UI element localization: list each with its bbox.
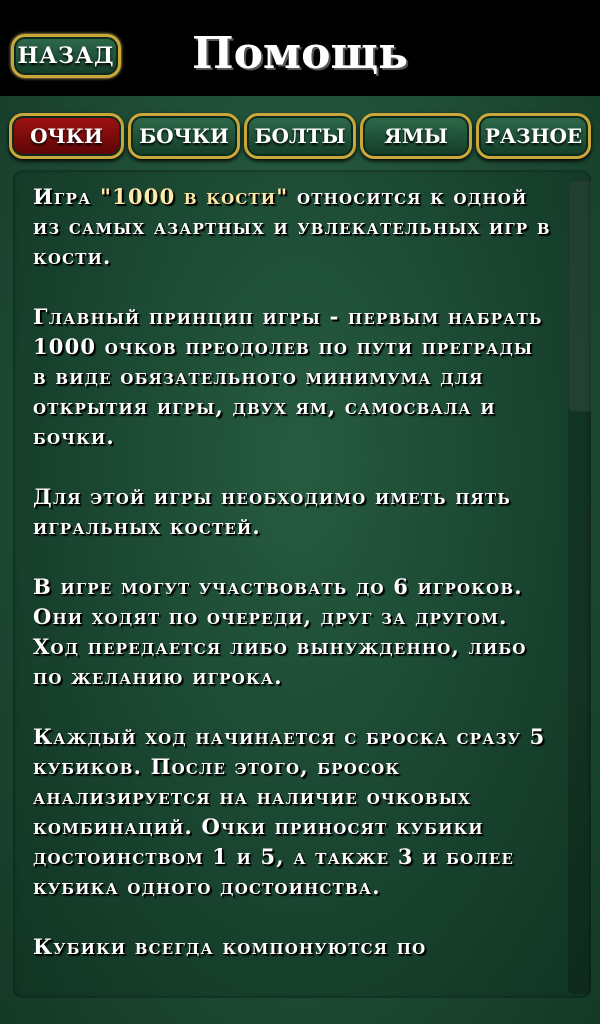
help-paragraph: Главный принцип игры - первым набрать 1000 очков преодолев по пути преграды в виде обязательного минимума для открытия игры, двух ям, самосвала и бочки. xyxy=(33,304,543,449)
tab-misc[interactable]: РАЗНОЕ xyxy=(476,113,591,159)
help-paragraph: Каждый ход начинается с броска сразу 5 кубиков. После этого, бросок анализируется на наличие очковых комбинаций. Очки приносят кубики достоинством 1 и 5, а также 3 и более кубика одного достоинства. xyxy=(33,724,546,899)
tab-points[interactable]: ОЧКИ xyxy=(9,113,124,159)
help-paragraph: Игра "1000 в кости" относится к одной из самых азартных и увлекательных игр в кости. xyxy=(33,184,551,269)
help-paragraph: Кубики всегда компонуются по xyxy=(33,934,427,959)
help-paragraph: В игре могут участвовать до 6 игроков. Они ходят по очереди, друг за другом. Ход передается либо вынужденно, либо по желанию игрока. xyxy=(33,574,527,689)
game-name-highlight: "1000 в кости" xyxy=(100,184,289,209)
help-text xyxy=(33,182,553,992)
scrollbar[interactable] xyxy=(568,180,591,994)
help-content-panel[interactable] xyxy=(13,170,591,998)
scrollbar-thumb[interactable] xyxy=(568,180,591,412)
page-title: Помощь xyxy=(192,28,408,79)
tab-pits[interactable]: ЯМЫ xyxy=(360,113,472,159)
back-button[interactable]: НАЗАД xyxy=(11,34,121,78)
tab-bolts[interactable]: БОЛТЫ xyxy=(244,113,356,159)
help-paragraph: Для этой игры необходимо иметь пять игральных костей. xyxy=(33,484,511,539)
tab-barrels[interactable]: БОЧКИ xyxy=(128,113,240,159)
tab-bar xyxy=(9,113,593,161)
